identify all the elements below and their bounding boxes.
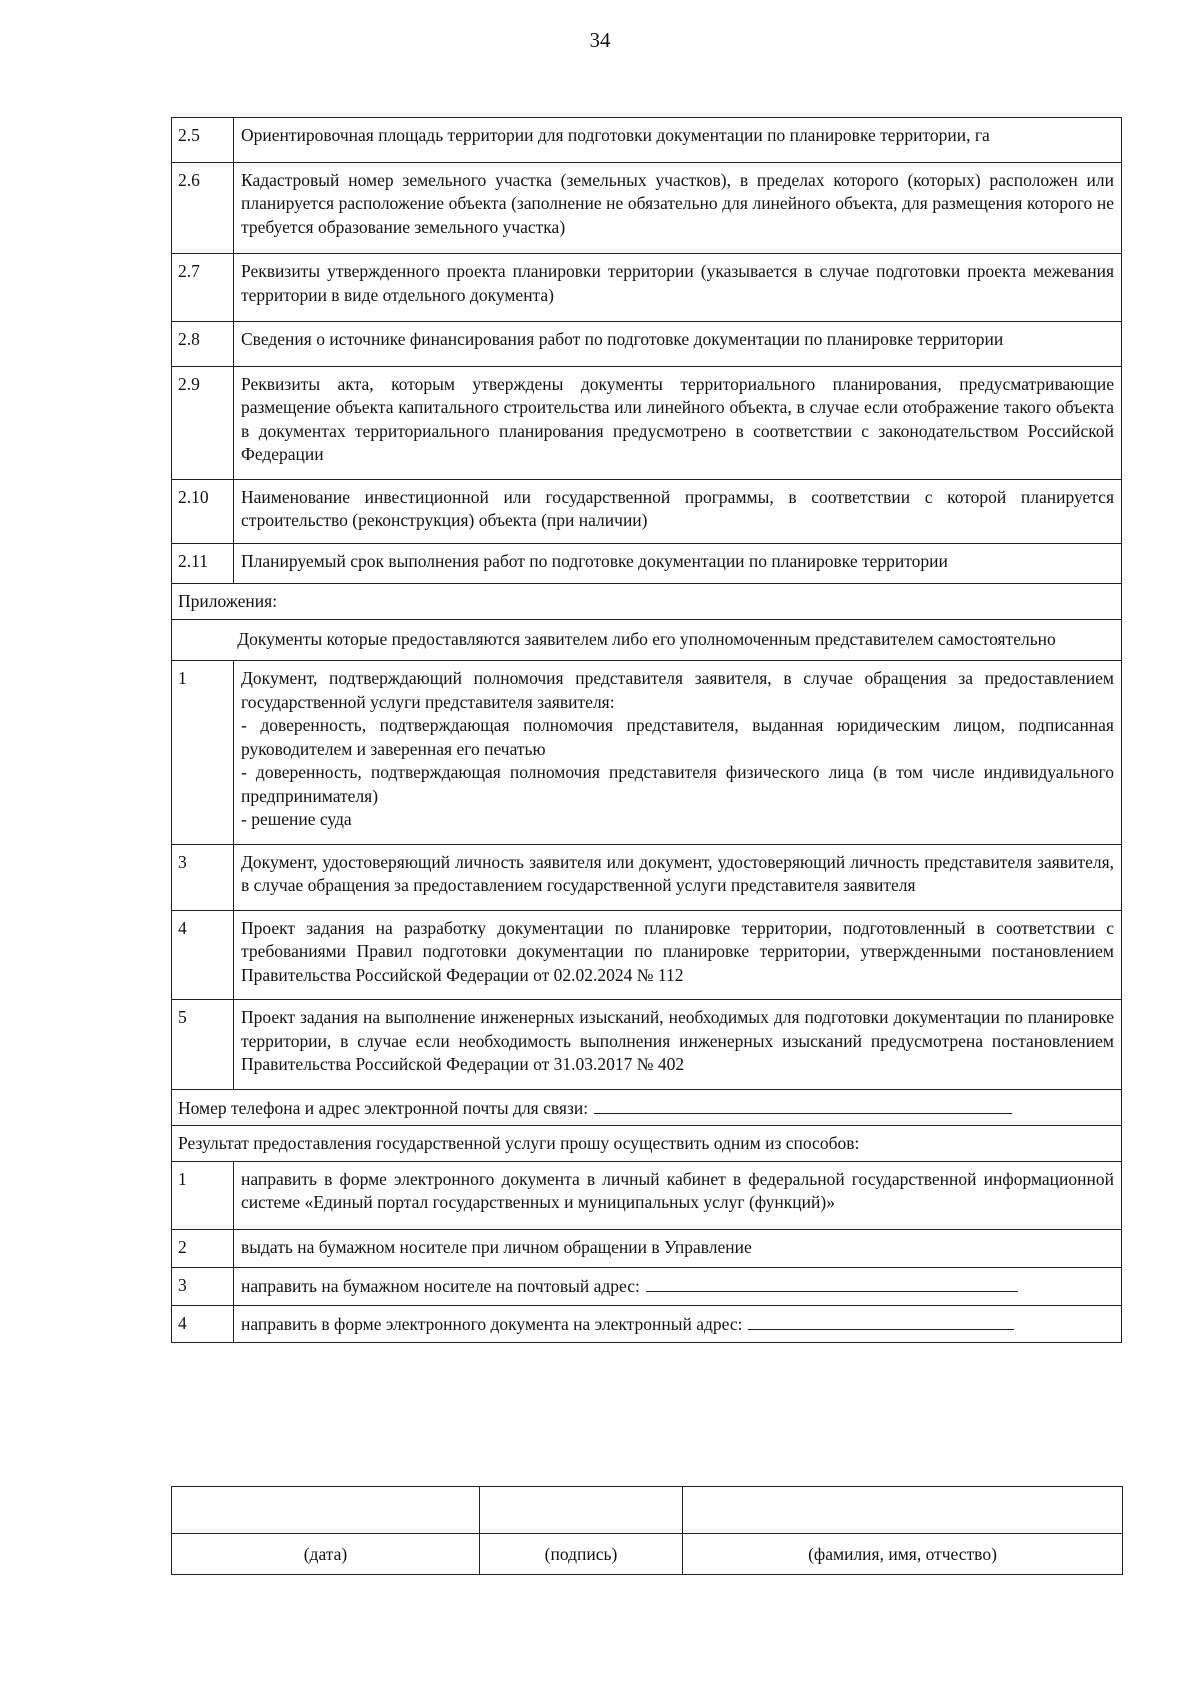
date-field[interactable] bbox=[172, 1487, 480, 1534]
documents-header-row bbox=[172, 619, 1122, 661]
attachments-row bbox=[172, 584, 1122, 620]
result-option-number: 4 bbox=[172, 1305, 234, 1343]
field-number: 2.8 bbox=[172, 322, 234, 367]
document-text: - доверенность, подтверждающая полномочия представителя физического лица (в том числе индивидуального предпринимателя) bbox=[241, 762, 1114, 806]
result-option-row bbox=[172, 1268, 1122, 1306]
result-option-text: направить в форме электронного документа в личный кабинет в федеральной государственной информационной системе «Единый портал государственных и муниципальных услуг (функций)» bbox=[241, 1168, 1114, 1212]
signature-blank-row bbox=[172, 1487, 1123, 1534]
field-cell bbox=[234, 543, 1122, 584]
result-option-address-line[interactable] bbox=[646, 1274, 1018, 1292]
field-cell bbox=[234, 322, 1122, 367]
contact-row bbox=[172, 1089, 1122, 1126]
result-option-cell bbox=[234, 1268, 1122, 1306]
field-cell bbox=[234, 479, 1122, 543]
result-option-address-line[interactable] bbox=[748, 1312, 1014, 1330]
document-number: 1 bbox=[172, 661, 234, 845]
document-row bbox=[172, 910, 1122, 1000]
field-row bbox=[172, 254, 1122, 322]
document-row bbox=[172, 844, 1122, 910]
field-row bbox=[172, 479, 1122, 543]
field-number: 2.10 bbox=[172, 479, 234, 543]
field-text: Ориентировочная площадь территории для подготовки документации по планировке территории, га bbox=[241, 125, 990, 145]
result-option-number: 1 bbox=[172, 1161, 234, 1229]
field-row bbox=[172, 162, 1122, 254]
field-cell bbox=[234, 118, 1122, 163]
field-row bbox=[172, 366, 1122, 479]
field-text: Реквизиты акта, которым утверждены документы территориального планирования, предусматривающие размещение объекта капитального строительства или линейного объекта, в случае если отображение такого объекта в документах территориального планирования предусмотрено в соответствии с законодательством Российской Федерации bbox=[241, 373, 1114, 464]
contact-label: Номер телефона и адрес электронной почты для связи: bbox=[178, 1097, 589, 1118]
document-cell bbox=[234, 1000, 1122, 1090]
field-number: 2.6 bbox=[172, 162, 234, 254]
field-text: Сведения о источнике финансирования работ по подготовке документации по планировке территории bbox=[241, 329, 1004, 349]
result-option-text: направить в форме электронного документа на электронный адрес: bbox=[241, 1313, 743, 1334]
document-text: Проект задания на выполнение инженерных изысканий, необходимых для подготовки документации по планировке территории, в случае если необходимость выполнения инженерных изысканий предусмотрена постановлением Правительства Российской Федерации от 31.03.2017 № 402 bbox=[241, 1007, 1114, 1074]
name-field[interactable] bbox=[683, 1487, 1123, 1534]
result-label: Результат предоставления государственной услуги прошу осуществить одним из способов: bbox=[172, 1126, 1122, 1162]
field-text: Наименование инвестиционной или государственной программы, в соответствии с которой планируется строительство (реконструкция) объекта (при наличии) bbox=[241, 486, 1114, 530]
field-row bbox=[172, 118, 1122, 163]
document-number: 4 bbox=[172, 910, 234, 1000]
document-row bbox=[172, 1000, 1122, 1090]
document-cell bbox=[234, 910, 1122, 1000]
signature-table bbox=[171, 1486, 1123, 1575]
signature-label: (подпись) bbox=[480, 1534, 683, 1575]
document-text: - решение суда bbox=[241, 809, 352, 829]
document-text: - доверенность, подтверждающая полномочия представителя, выданная юридическим лицом, подписанная руководителем и заверенная его печатью bbox=[241, 715, 1114, 759]
document-text: Документ, подтверждающий полномочия представителя заявителя, в случае обращения за предоставлением государственной услуги представителя заявителя: bbox=[241, 668, 1114, 712]
result-option-cell bbox=[234, 1161, 1122, 1229]
result-option-row bbox=[172, 1161, 1122, 1229]
field-text: Планируемый срок выполнения работ по подготовке документации по планировке территории bbox=[241, 550, 948, 571]
field-row bbox=[172, 543, 1122, 584]
document-text: Проект задания на разработку документации по планировке территории, подготовленный в соответствии с требованиями Правил подготовки документации по планировке территории, утвержденными постановлением Правительства Российской Федерации от 02.02.2024 № 112 bbox=[241, 917, 1114, 985]
result-option-text: выдать на бумажном носителе при личном обращении в Управление bbox=[241, 1236, 752, 1257]
field-cell bbox=[234, 162, 1122, 254]
page-number: 34 bbox=[589, 28, 611, 52]
signature-label-row bbox=[172, 1534, 1123, 1575]
document-number: 5 bbox=[172, 1000, 234, 1090]
field-text: Реквизиты утвержденного проекта планировки территории (указывается в случае подготовки проекта межевания территории в виде отдельного документа) bbox=[241, 261, 1114, 305]
application-form-table bbox=[171, 117, 1122, 1343]
document-row bbox=[172, 661, 1122, 845]
field-text: Кадастровый номер земельного участка (земельных участков), в пределах которого (которых) расположен или планируется расположение объекта (заполнение не обязательно для линейного объекта, для размещения которого не требуется образование земельного участка) bbox=[241, 169, 1114, 237]
result-option-row bbox=[172, 1229, 1122, 1268]
result-option-cell bbox=[234, 1305, 1122, 1343]
result-row bbox=[172, 1126, 1122, 1162]
document-cell bbox=[234, 844, 1122, 910]
field-row bbox=[172, 322, 1122, 367]
result-option-text: направить на бумажном носителе на почтовый адрес: bbox=[241, 1276, 640, 1296]
field-cell bbox=[234, 366, 1122, 479]
documents-header: Документы которые предоставляются заявителем либо его уполномоченным представителем самостоятельно bbox=[172, 619, 1122, 661]
signature-field[interactable] bbox=[480, 1487, 683, 1534]
result-option-number: 3 bbox=[172, 1268, 234, 1306]
result-option-number: 2 bbox=[172, 1229, 234, 1268]
field-number: 2.5 bbox=[172, 118, 234, 163]
field-number: 2.7 bbox=[172, 254, 234, 322]
contact-input-line[interactable] bbox=[594, 1096, 1012, 1114]
result-option-row bbox=[172, 1305, 1122, 1343]
document-number: 3 bbox=[172, 844, 234, 910]
field-cell bbox=[234, 254, 1122, 322]
date-label: (дата) bbox=[172, 1534, 480, 1575]
document-cell bbox=[234, 661, 1122, 845]
result-option-cell bbox=[234, 1229, 1122, 1268]
document-text: Документ, удостоверяющий личность заявителя или документ, удостоверяющий личность представителя заявителя, в случае обращения за предоставлением государственной услуги представителя заявителя bbox=[241, 851, 1114, 895]
field-number: 2.11 bbox=[172, 543, 234, 584]
attachments-label: Приложения: bbox=[172, 584, 1122, 620]
name-label: (фамилия, имя, отчество) bbox=[683, 1534, 1123, 1575]
field-number: 2.9 bbox=[172, 366, 234, 479]
